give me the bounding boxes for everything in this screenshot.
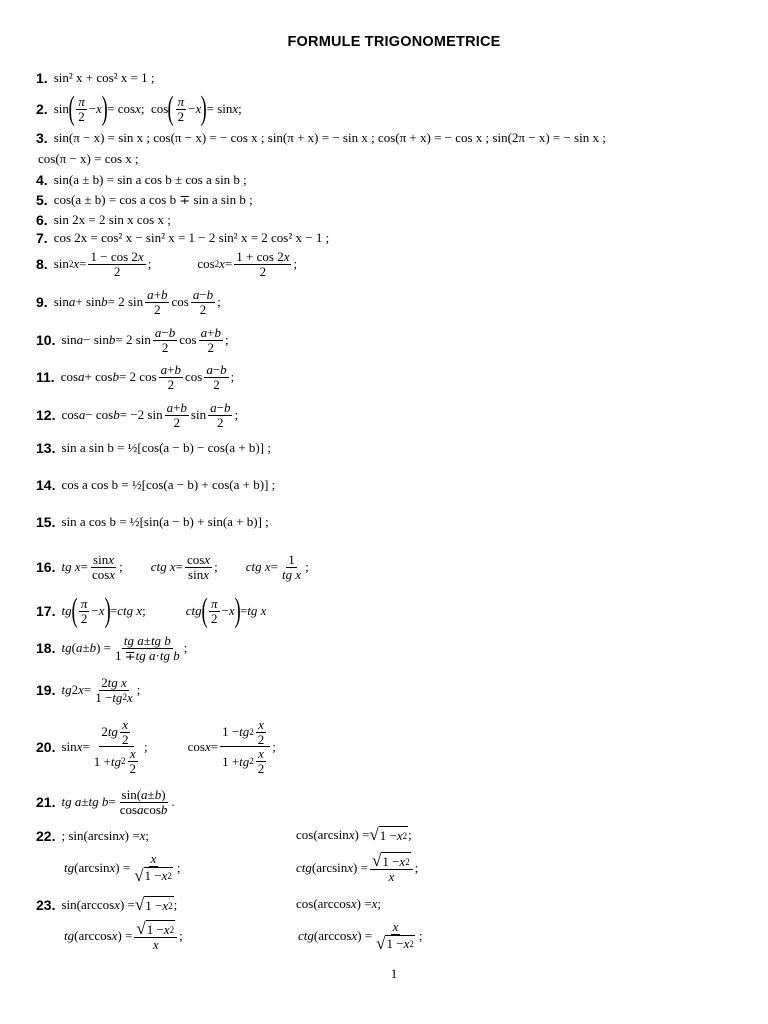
formula-23b: cos(arccos x ) = x ; bbox=[296, 896, 381, 911]
formula-3a: sin(π − x) = sin x ; cos(π − x) = − cos x ; sin(π + x) = − sin x ; cos(π + x) = − cos x ; sin(2π − x) = − sin x ; bbox=[53, 130, 606, 145]
formula-22a: ; sin(arcsin x ) = x ; bbox=[61, 828, 149, 843]
formula-row-14 bbox=[36, 477, 748, 493]
formula-row-17 bbox=[36, 594, 748, 628]
formula-number: 14. bbox=[36, 477, 56, 493]
formula-number: 7. bbox=[36, 230, 48, 246]
formula-number: 20. bbox=[36, 738, 56, 755]
formula-number: 23. bbox=[36, 897, 56, 913]
page-title: FORMULE TRIGONOMETRICE bbox=[287, 34, 501, 50]
formula-5: cos(a ± b) = cos a cos b ∓ sin a sin b ; bbox=[53, 192, 253, 207]
formula-number: 8. bbox=[36, 256, 48, 273]
formula-number: 15. bbox=[36, 514, 56, 530]
formula-row-1 bbox=[36, 70, 748, 86]
formula-row-12 bbox=[36, 401, 748, 429]
formula-11: cos a + cos b = 2 cos a + b 2 cos a − b 2 ; bbox=[60, 362, 235, 392]
formula-16: tg x = sin x cos x ; ctg x = cos x sin x ; ctg x = $\frac{1}{\text{tg x}}$ ; bbox=[61, 552, 309, 582]
formula-number: 19. bbox=[36, 682, 56, 699]
formula-row-11 bbox=[36, 363, 748, 391]
formula-row-10 bbox=[36, 326, 748, 354]
formula-number: 9. bbox=[36, 294, 48, 311]
formula-number: 17. bbox=[36, 603, 56, 619]
formula-9: sin a + sin b = 2 sin a + b 2 cos a − b 2 ; bbox=[53, 287, 221, 317]
formula-number: 2. bbox=[36, 101, 48, 117]
formula-number: 13. bbox=[36, 440, 56, 456]
formula-22d: ctg (arcsin x ) = √ 1 − x 2 x ; bbox=[296, 851, 419, 884]
formula-row-7 bbox=[36, 230, 748, 246]
formula-number: 21. bbox=[36, 794, 56, 811]
formula-18: tg ( a ± b ) = tg a ± tg b 1 ∓ tg a · tg b ; bbox=[61, 633, 188, 663]
formula-row-16 bbox=[36, 553, 748, 581]
formula-row-19 bbox=[36, 676, 748, 704]
formula-number: 1. bbox=[36, 70, 48, 86]
formula-22c: tg (arcsin x ) = x √ 1 − x 2 ; bbox=[64, 851, 181, 885]
formula-number: 5. bbox=[36, 192, 48, 208]
formula-14: cos a cos b = ½[cos(a − b) + cos(a + b)] ; bbox=[61, 477, 276, 492]
formula-row-5 bbox=[36, 192, 748, 208]
formula-row-20 bbox=[36, 718, 748, 776]
formula-number: 6. bbox=[36, 212, 48, 228]
formula-21: tg a ± tg b = sin( a ± b ) cos a cos b . bbox=[61, 787, 175, 817]
formula-23c: tg (arccos x ) = √ 1 − x 2 x ; bbox=[64, 919, 183, 952]
formula-row-6 bbox=[36, 212, 748, 228]
formula-row-18 bbox=[36, 634, 748, 662]
formula-row-13 bbox=[36, 440, 748, 456]
formula-10: sin a − sin b = 2 sin a − b 2 cos a + b 2 ; bbox=[61, 325, 229, 355]
formula-number: 12. bbox=[36, 407, 56, 424]
formula-7: cos 2x = cos² x − sin² x = 1 − 2 sin² x = 2 cos² x − 1 ; bbox=[53, 230, 330, 245]
formula-row-3 bbox=[36, 130, 748, 146]
formula-20: sin x = 2 tg $\frac{x}{2}$ 1 + tg 2 $\frac{x}{2}$ ; cos x = 1 − tg 2 $\frac{x}{2}$ 1 + tg 2 $\frac{x}{2}$ ; bbox=[61, 717, 276, 776]
formula-row-4 bbox=[36, 172, 748, 188]
formula-19: tg 2 x = 2 tg x 1 − tg 2 x ; bbox=[61, 675, 141, 705]
formula-row-2 bbox=[36, 92, 748, 126]
formula-23a: sin(arccos x ) = √ 1 − x 2 ; bbox=[61, 895, 178, 914]
formula-2: sin ( $\frac{\pi}{2}$ − x ) = cos x ; cos ( $\frac{\pi}{2}$ − x ) = sin x ; bbox=[53, 90, 242, 127]
formula-15: sin a cos b = ½[sin(a − b) + sin(a + b)] ; bbox=[61, 514, 269, 529]
formula-6: sin 2x = 2 sin x cos x ; bbox=[53, 212, 171, 227]
formula-row-21 bbox=[36, 788, 748, 816]
formula-number: 11. bbox=[36, 369, 55, 386]
formula-13: sin a sin b = ½[cos(a − b) − cos(a + b)] ; bbox=[61, 440, 271, 455]
formula-row-8 bbox=[36, 250, 748, 278]
formula-number: 10. bbox=[36, 332, 56, 349]
formula-12: cos a − cos b = −2 sin a + b 2 sin a − b 2 ; bbox=[61, 400, 239, 430]
formula-number: 3. bbox=[36, 130, 48, 146]
formula-1: sin² x + cos² x = 1 ; bbox=[53, 70, 155, 85]
formula-3b: cos(π − x) = cos x ; bbox=[38, 151, 139, 166]
formula-number: 18. bbox=[36, 640, 56, 657]
formula-row-3b bbox=[38, 151, 748, 167]
formula-23d: ctg (arccos x ) = x √ 1 − x 2 ; bbox=[298, 919, 423, 953]
formula-22b: cos(arcsin x ) = √ 1 − x 2 ; bbox=[296, 825, 412, 844]
formula-number: 16. bbox=[36, 559, 56, 576]
formula-row-9 bbox=[36, 288, 748, 316]
formula-row-23 bbox=[36, 896, 748, 914]
formula-number: 22. bbox=[36, 828, 56, 844]
formula-number: 4. bbox=[36, 172, 48, 188]
page-number: 1 bbox=[390, 966, 398, 981]
formula-8: sin 2 x = 1 − cos 2 x 2 ; cos 2 x = 1 + cos 2 x 2 ; bbox=[53, 249, 298, 279]
formula-17: tg ( $\frac{\pi}{2}$ − x ) = ctg x ; ctg ( $\frac{\pi}{2}$ − x ) = tg x bbox=[61, 592, 267, 629]
formula-row-15 bbox=[36, 514, 748, 530]
formula-4: sin(a ± b) = sin a cos b ± cos a sin b ; bbox=[53, 172, 247, 187]
